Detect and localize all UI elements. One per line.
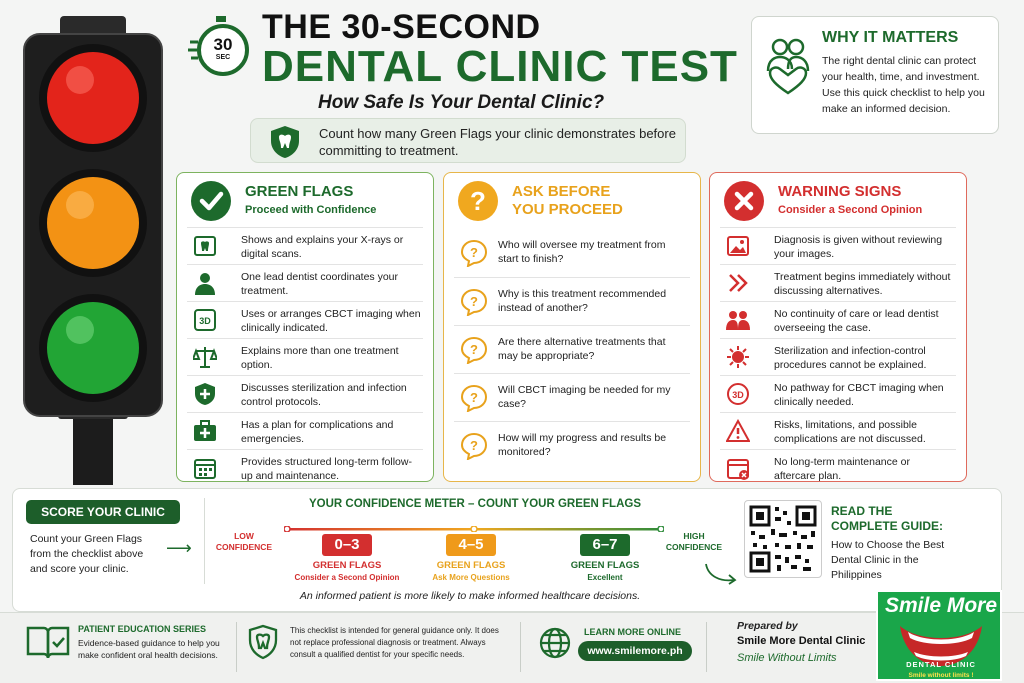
warning-subtitle: Consider a Second Opinion (778, 204, 923, 216)
curved-arrow-icon (702, 560, 742, 586)
why-it-matters-card (751, 16, 999, 134)
band-6-7-label: GREEN FLAGS (570, 560, 640, 571)
alert-triangle-icon (726, 419, 750, 443)
ask-item: ? Who will oversee my treatment from start to finish? (454, 229, 690, 277)
timer-number: 30 (213, 35, 233, 54)
green-title: GREEN FLAGS (245, 183, 354, 200)
shield-plus-icon (193, 382, 217, 406)
green-item: 3D Uses or arranges CBCT imaging when clinically indicated. (187, 301, 423, 338)
band-0-3-label: GREEN FLAGS (312, 560, 382, 571)
arrow-right-icon: ⟶ (166, 538, 192, 558)
count-note-box (250, 118, 686, 163)
high-confidence-label: HIGH CONFIDENCE (665, 531, 723, 552)
divider (706, 622, 707, 672)
speech-question-icon (460, 288, 488, 316)
x-mark-icon (724, 181, 764, 221)
fast-forward-icon (726, 271, 750, 295)
disclaimer: This checklist is intended for general guidance only. It does not replace professional diagnosis or treatment. Always consult a qualified dentist for your specific needs. (290, 626, 499, 659)
warning-item: 3D No pathway for CBCT imaging when clinically needed. (720, 375, 956, 412)
why-title: WHY IT MATTERS (822, 29, 959, 46)
book-check-icon (26, 624, 70, 662)
score-instructions: Count your Green Flags from the checklist above and score your clinic. (30, 533, 144, 575)
warning-item: No continuity of care or lead dentist overseeing the case. (720, 301, 956, 338)
green-item: Provides structured long-term follow-up and maintenance. (187, 449, 423, 481)
ask-item: ? Are there alternative treatments that may be appropriate? (454, 325, 690, 373)
scales-icon (193, 345, 217, 369)
svg-text:?: ? (470, 438, 478, 453)
learn-more-label: LEARN MORE ONLINE (584, 627, 682, 637)
qr-code[interactable] (744, 500, 822, 578)
warning-title: WARNING SIGNS (778, 183, 902, 200)
low-confidence-label: LOW CONFIDENCE (215, 531, 273, 552)
warning-item: No long-term maintenance or aftercare plan. (720, 449, 956, 481)
logo-text: Smile More (884, 594, 998, 617)
green-item: Shows and explains your X-rays or digital scans. (187, 227, 423, 264)
calendar-icon (193, 456, 217, 480)
clinic-slogan: Smile Without Limits (737, 652, 837, 664)
svg-text:?: ? (470, 245, 478, 260)
clinic-logo (876, 590, 1002, 681)
green-subtitle: Proceed with Confidence (245, 204, 377, 216)
tooth-outline-icon (248, 624, 278, 660)
green-item: Has a plan for complications and emergencies. (187, 412, 423, 449)
ask-before-card (443, 172, 701, 482)
germ-icon (726, 345, 750, 369)
svg-text:3D: 3D (199, 316, 211, 326)
green-item: Discusses sterilization and infection control protocols. (187, 375, 423, 412)
green-flags-card (176, 172, 434, 482)
band-6-7-note: Excellent (587, 573, 623, 582)
svg-text:?: ? (470, 390, 478, 405)
band-4-5-label: GREEN FLAGS (436, 560, 506, 571)
logo-subtext: DENTAL CLINIC (906, 660, 976, 669)
traffic-light-illustration (18, 10, 168, 485)
guide-title: READ THE COMPLETE GUIDE: (831, 504, 944, 533)
svg-text:3D: 3D (732, 390, 744, 400)
speech-question-icon (460, 336, 488, 364)
subtitle: How Safe Is Your Dental Clinic? (318, 92, 605, 113)
ask-item: ? Will CBCT imaging be needed for my case? (454, 373, 690, 421)
ask-title: ASK BEFORE YOU PROCEED (512, 183, 623, 218)
meter-title: YOUR CONFIDENCE METER – COUNT YOUR GREEN FLAGS (308, 498, 642, 510)
green-item: One lead dentist coordinates your treatment. (187, 264, 423, 301)
globe-icon (538, 626, 572, 660)
meter-bar (284, 519, 664, 525)
group-icon (726, 308, 750, 332)
3d-cube-icon (193, 308, 217, 332)
heart-hands-icon (762, 35, 814, 95)
title-line-1: THE 30-SECOND (262, 8, 541, 46)
score-your-clinic-label: SCORE YOUR CLINIC (26, 500, 180, 524)
3d-rotate-icon (726, 382, 750, 406)
warning-signs-card (709, 172, 967, 482)
tagline: An informed patient is more likely to make informed healthcare decisions. (299, 590, 641, 602)
speech-question-icon (460, 239, 488, 267)
band-0-3: 0–3 (322, 534, 372, 556)
warning-item: Sterilization and infection-control procedures cannot be explained. (720, 338, 956, 375)
band-4-5: 4–5 (446, 534, 496, 556)
tooth-shield-icon (269, 125, 301, 159)
band-0-3-note: Consider a Second Opinion (294, 573, 400, 582)
checkmark-icon (191, 181, 231, 221)
title-line-2: DENTAL CLINIC TEST (262, 42, 738, 91)
image-icon (726, 234, 750, 258)
dentist-icon (193, 271, 217, 295)
warning-item: Diagnosis is given without reviewing your images. (720, 227, 956, 264)
guide-link-text[interactable]: How to Choose the Best Dental Clinic in the Philippines (831, 539, 945, 581)
warning-item: Risks, limitations, and possible complications are not discussed. (720, 412, 956, 449)
timer-unit: SEC (215, 54, 231, 61)
band-6-7: 6–7 (580, 534, 630, 556)
stopwatch-icon (188, 14, 254, 80)
series-text: Evidence-based guidance to help you make confident oral health decisions. (78, 638, 220, 660)
ask-item: ? Why is this treatment recommended instead of another? (454, 277, 690, 325)
series-title: PATIENT EDUCATION SERIES (78, 624, 207, 634)
xray-icon (193, 234, 217, 258)
green-item: Explains more than one treatment option. (187, 338, 423, 375)
speech-question-icon (460, 432, 488, 460)
clinic-name: Smile More Dental Clinic (737, 635, 866, 647)
question-mark-icon: ? (458, 181, 498, 221)
first-aid-kit-icon (193, 419, 217, 443)
svg-text:?: ? (470, 342, 478, 357)
calendar-x-icon (726, 456, 750, 480)
speech-question-icon (460, 384, 488, 412)
prepared-by-label: Prepared by (737, 620, 798, 632)
count-note-text: Count how many Green Flags your clinic demonstrates before committing to treatment. (319, 126, 676, 158)
divider (520, 622, 521, 672)
divider (236, 622, 237, 672)
svg-text:?: ? (470, 294, 478, 309)
ask-item: ? How will my progress and results be monitored? (454, 421, 690, 471)
band-4-5-note: Ask More Questions (432, 573, 510, 582)
warning-item: Treatment begins immediately without discussing alternatives. (720, 264, 956, 301)
logo-tagline: Smile without limits ! (908, 672, 974, 679)
website-link[interactable]: www.smilemore.ph (578, 641, 692, 661)
divider (204, 498, 205, 584)
why-text: The right dental clinic can protect your health, time, and investment. Use this quick checklist to help you make an informed decision. (822, 55, 985, 115)
